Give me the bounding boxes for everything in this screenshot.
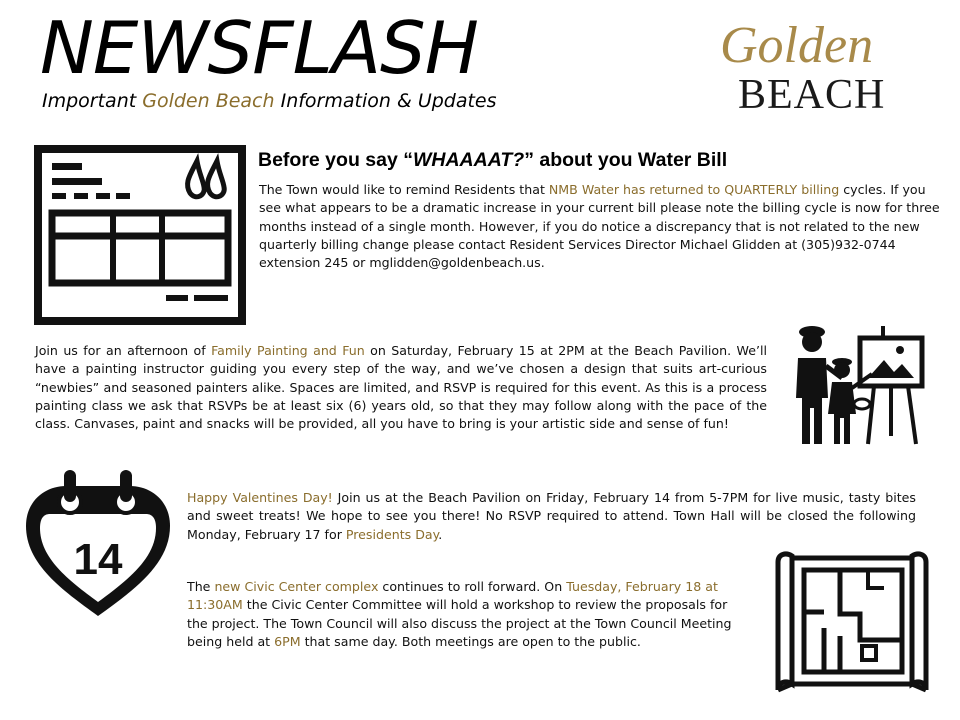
- newsflash-title: NEWSFLASH: [40, 6, 478, 90]
- civic-text-1: The: [187, 579, 215, 594]
- golden-beach-logo: [712, 12, 922, 122]
- valentines-highlight-1: Happy Valentines Day!: [187, 490, 333, 505]
- water-highlight: NMB Water has returned to QUARTERLY billing: [548, 182, 840, 197]
- heading-emphasis: WHAAAAT?: [412, 149, 525, 171]
- water-bill-heading: [258, 146, 727, 174]
- logo-line1: Golden: [720, 17, 874, 74]
- valentines-text-2: .: [438, 526, 443, 542]
- painting-highlight: Family Painting and Fun: [211, 343, 365, 358]
- calendar-day-number: 14: [73, 535, 123, 584]
- civic-text-2: continues to roll forward. On: [378, 579, 567, 594]
- valentines-paragraph: [187, 489, 916, 544]
- water-bill-paragraph: [259, 181, 949, 272]
- water-bill-icon: [34, 145, 246, 325]
- subtitle-after: Information & Updates: [274, 90, 497, 112]
- valentines-text-1: Join us at the Beach Pavilion on Friday, February 14 from 5-7PM for live music, tasty bites and sweet treats! We hope to see you there! No RSVP required to attend. Town Hall will be closed the following Monday, February 17 for: [187, 490, 916, 542]
- civic-text-4: that same day. Both meetings are open to the public.: [300, 633, 641, 649]
- civic-text-3: the Civic Center Committee will hold a workshop to review the proposals for the project. The Town Council will also discuss the project at the Town Council Meeting being held at: [187, 597, 732, 649]
- subtitle-highlight: Golden Beach: [142, 90, 275, 112]
- blueprint-icon: [764, 548, 940, 698]
- subtitle-before: Important: [42, 90, 143, 112]
- heading-after: ” about you Water Bill: [524, 149, 728, 171]
- heart-calendar-icon: [18, 466, 178, 626]
- civic-center-paragraph: [187, 578, 733, 651]
- painting-class-icon: [788, 318, 928, 448]
- civic-highlight-2: Tuesday, February 18 at 11:30AM: [187, 579, 718, 613]
- heading-before: Before you say “: [258, 149, 413, 171]
- water-text-2: cycles. If you see what appears to be a dramatic increase in your current bill please note the billing cycle is now for three months instead of a single month. However, if you do notice a discrepancy that is not related to the new quarterly billing change please contact Resident Services Director Michael Glidden at (305)932-0744 extension 245 or mglidden@goldenbeach.us.: [259, 182, 940, 271]
- newsflash-subtitle: [42, 88, 497, 114]
- painting-text-1: Join us for an afternoon of: [35, 343, 212, 358]
- civic-highlight-1: new Civic Center complex: [214, 579, 379, 594]
- water-text-1: The Town would like to remind Residents that: [259, 182, 549, 197]
- logo-line2: BEACH: [738, 72, 886, 118]
- painting-text-2: on Saturday, February 15 at 2PM at the Beach Pavilion. We’ll have a painting instructor guiding you every step of the way, and we’ve chosen a design that suits art-curious “newbies” and seasoned painters alike. Spaces are limited, and RSVP is required for this event. As this is a process painting class we ask that RSVPs be at least six (6) years old, so that they may follow along with the pace of the class. Canvases, paint and snacks will be provided, all you have to bring is your artistic side and sense of fun!: [35, 343, 767, 432]
- valentines-highlight-2: Presidents Day: [345, 526, 439, 542]
- civic-highlight-3: 6PM: [274, 633, 301, 649]
- painting-paragraph: [35, 342, 767, 433]
